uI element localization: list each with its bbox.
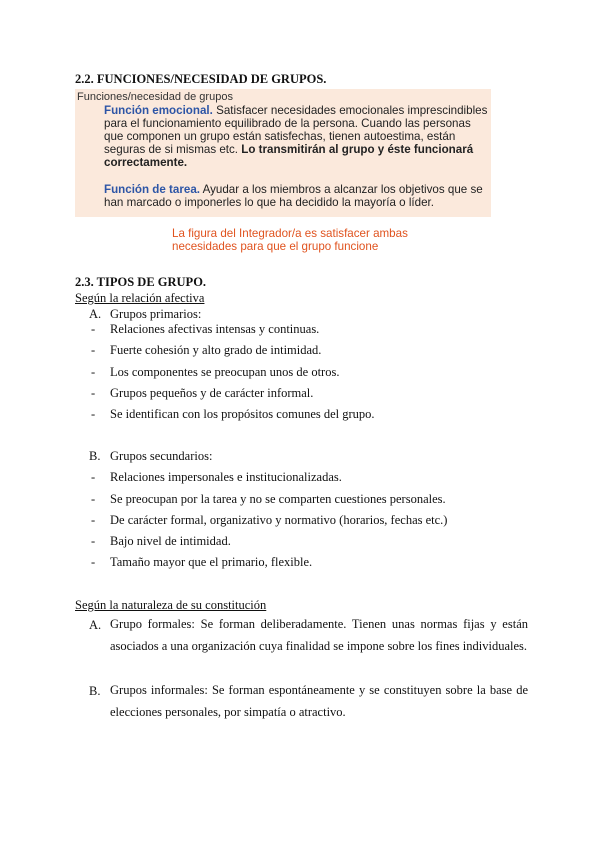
primary-label: A. xyxy=(89,307,102,321)
primary-item: Fuerte cohesión y alto grado de intimidad. xyxy=(110,343,322,357)
primary-item: Se identifican con los propósitos comunes del grupo. xyxy=(110,407,375,421)
informal-paragraph xyxy=(110,680,528,723)
bullet-dash: - xyxy=(91,365,96,379)
secondary-item: Tamaño mayor que el primario, flexible. xyxy=(110,555,313,569)
bullet-dash: - xyxy=(91,513,96,527)
bullet-dash: - xyxy=(91,386,96,400)
formal-label: A. xyxy=(89,618,102,632)
emotional-function-paragraph xyxy=(104,104,489,169)
task-function-text: Ayudar a los miembros a alcanzar los objetivos que se han marcado o imponerles lo que ha decidido la mayoría o líder. xyxy=(104,183,483,209)
image-title: Funciones/necesidad de grupos xyxy=(77,91,233,103)
primary-item: Relaciones afectivas intensas y continuas. xyxy=(110,322,320,336)
secondary-label: B. xyxy=(89,449,101,463)
secondary-item: Relaciones impersonales e institucionalizadas. xyxy=(110,470,342,484)
formal-paragraph xyxy=(110,614,528,657)
primary-title: Grupos primarios: xyxy=(110,307,202,321)
secondary-item: De carácter formal, organizativo y normativo (horarios, fechas etc.) xyxy=(110,513,448,527)
emotional-function-label: Función emocional. xyxy=(104,104,213,117)
integrator-note-line-2: necesidades para que el grupo funcione xyxy=(172,240,379,253)
secondary-title: Grupos secundarios: xyxy=(110,449,213,463)
bullet-dash: - xyxy=(91,343,96,357)
bullet-dash: - xyxy=(91,492,96,506)
informal-label: B. xyxy=(89,684,101,698)
section-2-2-heading: 2.2. FUNCIONES/NECESIDAD DE GRUPOS. xyxy=(75,72,327,86)
task-function-paragraph xyxy=(104,183,489,209)
informal-title: Grupos informales: xyxy=(110,683,208,697)
task-function-label: Función de tarea. xyxy=(104,183,200,196)
primary-item: Los componentes se preocupan unos de otros. xyxy=(110,365,340,379)
secondary-item: Se preocupan por la tarea y no se comparten cuestiones personales. xyxy=(110,492,446,506)
section-2-3-heading: 2.3. TIPOS DE GRUPO. xyxy=(75,275,207,289)
functions-image xyxy=(75,89,491,217)
bullet-dash: - xyxy=(91,555,96,569)
secondary-item: Bajo nivel de intimidad. xyxy=(110,534,231,548)
affective-subheading: Según la relación afectiva xyxy=(75,291,205,305)
formal-title: Grupo formales: xyxy=(110,617,195,631)
emotional-function-text: Satisfacer necesidades emocionales imprescindibles para el funcionamiento equilibrado de la persona. Cuando las personas que componen un grupo están satisfechas, tienen autoestima, están seguras de si mismas etc. xyxy=(104,104,488,156)
bullet-dash: - xyxy=(91,470,96,484)
integrator-note-line-1: La figura del Integrador/a es satisfacer ambas xyxy=(172,227,408,240)
formal-text: Se forman deliberadamente. Tienen unas normas fijas y están asociados a una organización cuya finalidad se impone sobre los fines individuales. xyxy=(110,617,528,653)
bullet-dash: - xyxy=(91,407,96,421)
bullet-dash: - xyxy=(91,534,96,548)
primary-item: Grupos pequeños y de carácter informal. xyxy=(110,386,314,400)
bullet-dash: - xyxy=(91,322,96,336)
nature-subheading: Según la naturaleza de su constitución xyxy=(75,598,267,612)
informal-text: Se forman espontáneamente y se constituyen sobre la base de elecciones personales, por simpatía o atractivo. xyxy=(110,683,528,719)
emotional-function-bold: Lo transmitirán al grupo y éste funcionará correctamente. xyxy=(104,143,474,169)
